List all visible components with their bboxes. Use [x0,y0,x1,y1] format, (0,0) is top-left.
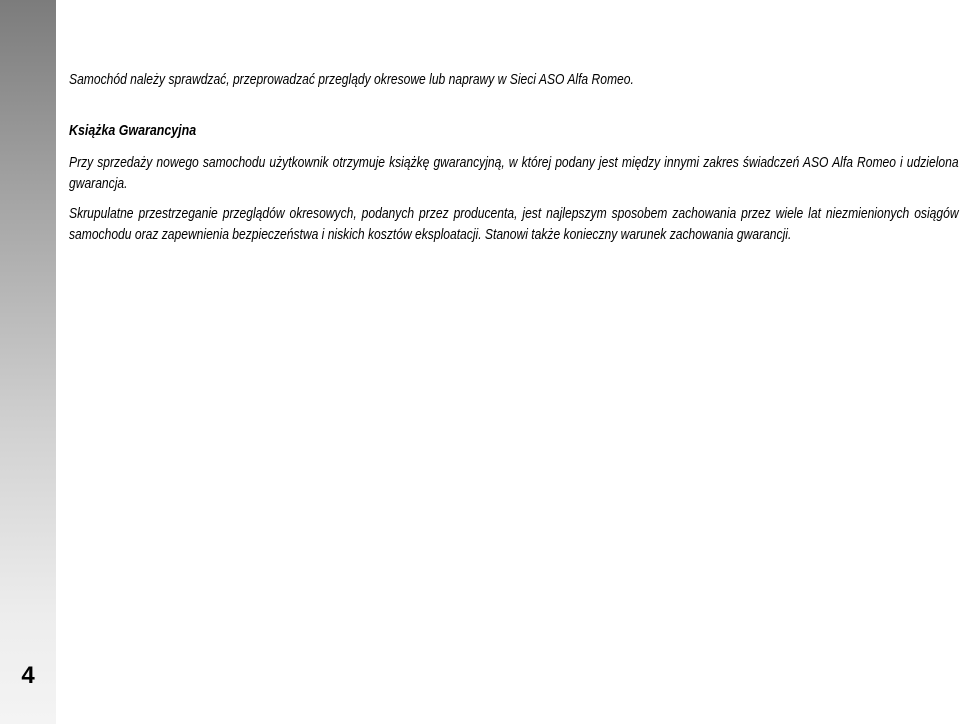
side-margin-band [0,0,56,724]
warranty-paragraph: Przy sprzedaży nowego samochodu użytkownik otrzymuje książkę gwarancyjną, w której podany jest między innymi zakres świadczeń ASO Alfa Romeo i udzielona gwarancja. [69,155,959,192]
maintenance-paragraph: Skrupulatne przestrzeganie przeglądów okresowych, podanych przez producenta, jest najlepszym sposobem zachowania przez wiele lat niezmienionych osiągów samochodu oraz zapewnienia bezpieczeństwa i niskich kosztów eksploatacji. Stanowi także konieczny warunek zachowania gwarancji. [69,206,959,243]
section-heading: Książka Gwarancyjna [69,123,197,139]
page-number: 4 [21,662,35,689]
intro-paragraph: Samochód należy sprawdzać, przeprowadzać przeglądy okresowe lub naprawy w Sieci ASO Alfa Romeo. [69,72,634,88]
document-body [69,70,959,246]
